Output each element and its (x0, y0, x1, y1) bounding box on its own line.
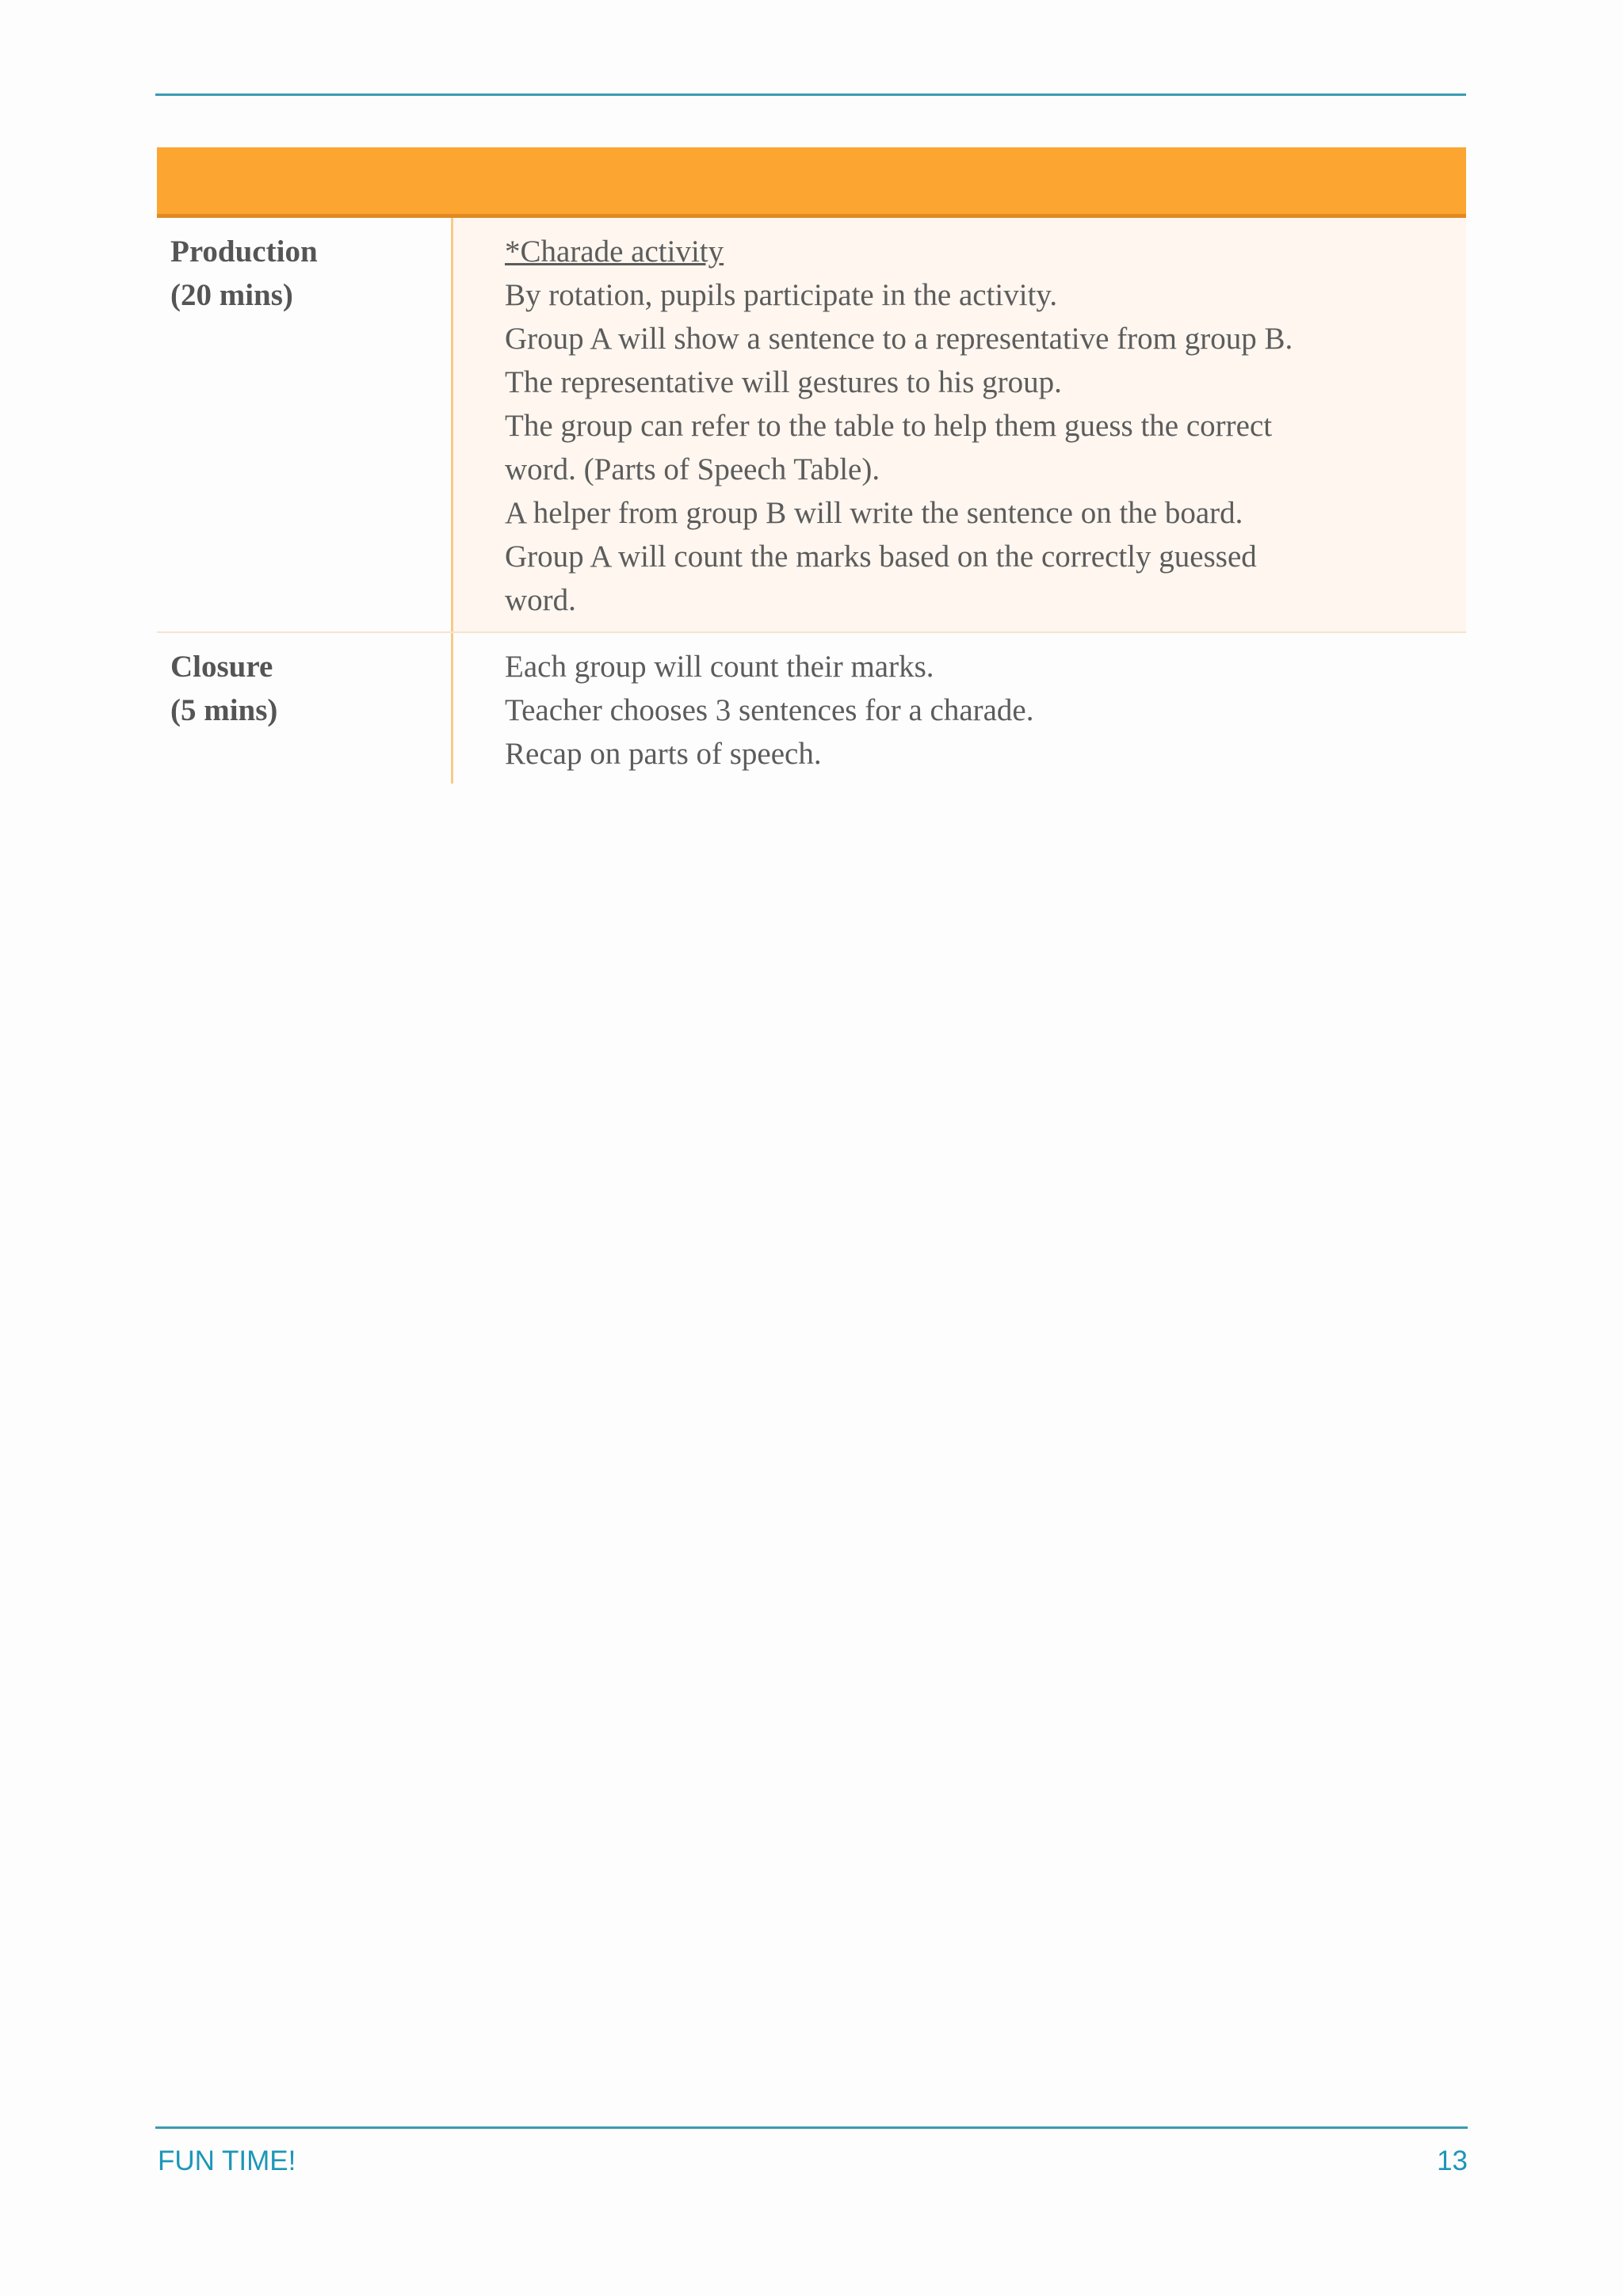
activity-line: The representative will gestures to his group. (505, 365, 1062, 399)
header-divider (155, 93, 1466, 96)
activity-line: word. (Parts of Speech Table). (505, 452, 880, 486)
activity-heading: *Charade activity (505, 235, 724, 269)
activity-line: A helper from group B will write the sentence on the board. (505, 496, 1243, 530)
activity-line: By rotation, pupils participate in the activity. (505, 278, 1058, 312)
page-number: 13 (1437, 2145, 1468, 2176)
activity-cell (453, 218, 1466, 631)
lesson-plan-table (157, 218, 1466, 784)
table-row-closure (157, 633, 1466, 784)
activity-line: Each group will count their marks. (505, 650, 934, 684)
activity-line: Teacher chooses 3 sentences for a charade. (505, 693, 1034, 727)
activity-line: Recap on parts of speech. (505, 737, 822, 771)
stage-cell (157, 633, 453, 784)
stage-label: Production (170, 235, 318, 269)
footer-divider (155, 2126, 1468, 2129)
footer-title: FUN TIME! (158, 2145, 296, 2176)
activity-line: word. (505, 583, 576, 617)
stage-duration: (20 mins) (170, 278, 293, 312)
activity-cell (453, 633, 1466, 784)
table-row-production (157, 218, 1466, 633)
stage-duration: (5 mins) (170, 693, 278, 727)
stage-cell (157, 218, 453, 631)
activity-line: Group A will show a sentence to a representative from group B. (505, 322, 1293, 356)
stage-label: Closure (170, 650, 273, 684)
table-header-band (157, 147, 1466, 218)
activity-line: Group A will count the marks based on the correctly guessed (505, 540, 1257, 574)
activity-line: The group can refer to the table to help them guess the correct (505, 409, 1273, 443)
